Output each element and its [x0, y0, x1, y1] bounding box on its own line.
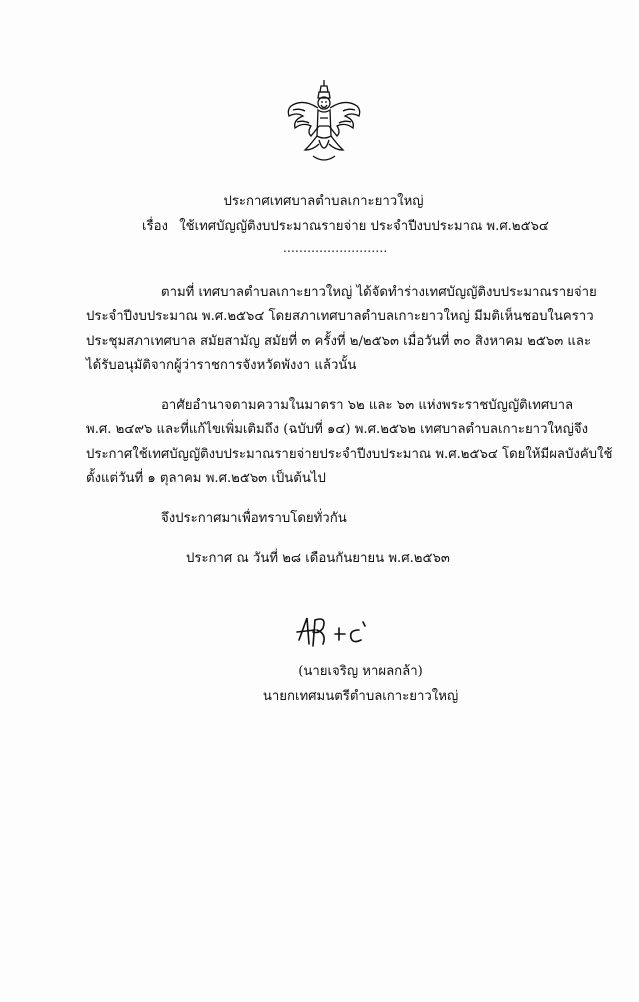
garuda-emblem-icon: [283, 78, 365, 164]
paragraph1-line: ประจำปีงบประมาณ พ.ศ.๒๕๖๔ โดยสภาเทศบาลตำบลเกาะยาวใหญ่ มีมติเห็นชอบในคราว: [86, 309, 594, 324]
subject-label: เรื่อง: [142, 219, 168, 234]
subject-text: ใช้เทศบัญญัติงบประมาณรายจ่าย ประจำปีงบประมาณ พ.ศ.๒๕๖๔: [179, 219, 549, 234]
paragraph1-line: ได้รับอนุมัติจากผู้ว่าราชการจังหวัดพังงา แล้วนั้น: [86, 358, 357, 373]
paragraph2-line: อาศัยอำนาจตามความในมาตรา ๖๒ และ ๖๓ แห่งพระราชบัญญัติเทศบาล: [161, 398, 574, 413]
signer-position: นายกเทศมนตรีตำบลเกาะยาวใหญ่: [262, 689, 459, 704]
divider: ..........................: [283, 241, 388, 255]
paragraph1-line: ตามที่ เทศบาลตำบลเกาะยาวใหญ่ ได้จัดทำร่างเทศบัญญัติงบประมาณรายจ่าย: [161, 285, 597, 300]
paragraph1-line: ประชุมสภาเทศบาล สมัยสามัญ สมัยที่ ๓ ครั้งที่ ๒/๒๕๖๓ เมื่อวันที่ ๓๐ สิงหาคม ๒๕๖๓ และ: [86, 334, 592, 349]
subject-line: [142, 215, 549, 236]
document-heading: ประกาศเทศบาลตำบลเกาะยาวใหญ่: [223, 194, 424, 209]
paragraph2-line: ประกาศใช้เทศบัญญัติงบประมาณรายจ่ายประจำปีงบประมาณ พ.ศ.๒๕๖๔ โดยให้มีผลบังคับใช้: [86, 447, 613, 462]
signer-name: (นายเจริญ หาผลกล้า): [298, 664, 423, 679]
paragraph2-line: พ.ศ. ๒๔๙๖ และที่แก้ไขเพิ่มเติมถึง (ฉบับที่ ๑๔) พ.ศ.๒๕๖๒ เทศบาลตำบลเกาะยาวใหญ่จึง: [86, 422, 589, 437]
closing-line: จึงประกาศมาเพื่อทราบโดยทั่วกัน: [161, 511, 347, 526]
paragraph2-line: ตั้งแต่วันที่ ๑ ตุลาคม พ.ศ.๒๕๖๓ เป็นต้นไป: [86, 471, 326, 486]
date-line: ประกาศ ณ วันที่ ๒๘ เดือนกันยายน พ.ศ.๒๕๖๓: [186, 551, 450, 566]
signature: [293, 610, 373, 660]
